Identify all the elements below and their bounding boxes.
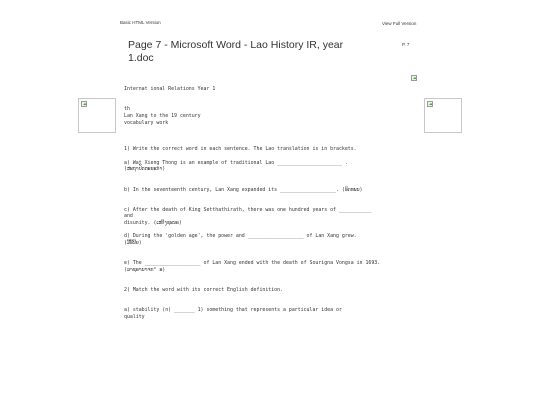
document-line: and	[124, 213, 133, 220]
document-line	[124, 200, 424, 207]
document-line	[124, 254, 424, 261]
document-line	[124, 294, 424, 301]
document-line	[124, 140, 424, 147]
broken-image-icon	[81, 101, 87, 107]
document-line	[124, 99, 424, 106]
document-line: vocabulary work	[124, 119, 169, 126]
broken-image-top-right	[409, 73, 417, 81]
document-line	[124, 153, 424, 160]
document-line: b) In the seventeenth century, Lan Xang expanded its ___________________. (ອິດທພນ)	[124, 186, 363, 193]
broken-image-left	[78, 98, 116, 133]
page-number: P. 7	[402, 42, 410, 47]
document-line: a) Wat Xieng Thong is an example of traditional Lao ______________________ .	[124, 159, 348, 166]
document-line: c) After the death of King Setthathirath, there was one hundred years of ___________	[124, 206, 372, 213]
broken-image-right	[424, 98, 462, 133]
document-line	[124, 280, 424, 287]
document-line: th	[124, 106, 130, 113]
document-line: 1) Write the correct word in each sentence. The Lao translation is in brackets.	[124, 146, 357, 153]
document-line: d) During the 'golden age', the power and ___________________ of Lan Xang grew.	[124, 233, 357, 240]
document-line: disunity. (ເສຍີງຊະນຄ)	[124, 220, 182, 227]
document-line: (ສະຖາປັດຕະຍະກຳ)	[124, 166, 166, 173]
view-full-version-link[interactable]: View Full Version	[382, 21, 417, 26]
document-line: (ລາຊອານາຈກ° ອ)	[124, 266, 166, 273]
document-line	[124, 247, 424, 254]
document-line: a) stability (n) _______ 1) something that represents a particular idea or	[124, 307, 342, 314]
basic-html-version-link[interactable]: Basic HTML Version	[120, 20, 161, 25]
page-title: Page 7 - Microsoft Word - Lao History IR, year 1.doc	[128, 39, 344, 64]
document-line: e) The ___________________ of Lan Xang ended with the death of Sourigna Vongsa in 1693.	[124, 260, 381, 267]
broken-image-icon	[411, 75, 417, 81]
document-line: Internat ional Relations Year 1	[124, 86, 216, 92]
document-line	[124, 227, 424, 234]
document-line	[124, 126, 424, 133]
document-line	[124, 173, 424, 180]
document-line	[124, 93, 424, 100]
document-line	[124, 274, 424, 281]
top-bar	[0, 0, 540, 30]
document-line	[124, 193, 424, 200]
document-line: Lan Xang to the 19 century	[124, 112, 201, 119]
document-line	[124, 133, 424, 140]
document-line: 2) Match the word with its correct English definition.	[124, 287, 283, 294]
document-line: (ມີ້ອີ້ນີຍ)	[124, 240, 142, 247]
document-line	[124, 180, 424, 187]
document-text	[124, 86, 424, 321]
document-line	[124, 301, 424, 308]
broken-image-icon	[427, 101, 433, 107]
document-line: quality	[124, 313, 145, 320]
